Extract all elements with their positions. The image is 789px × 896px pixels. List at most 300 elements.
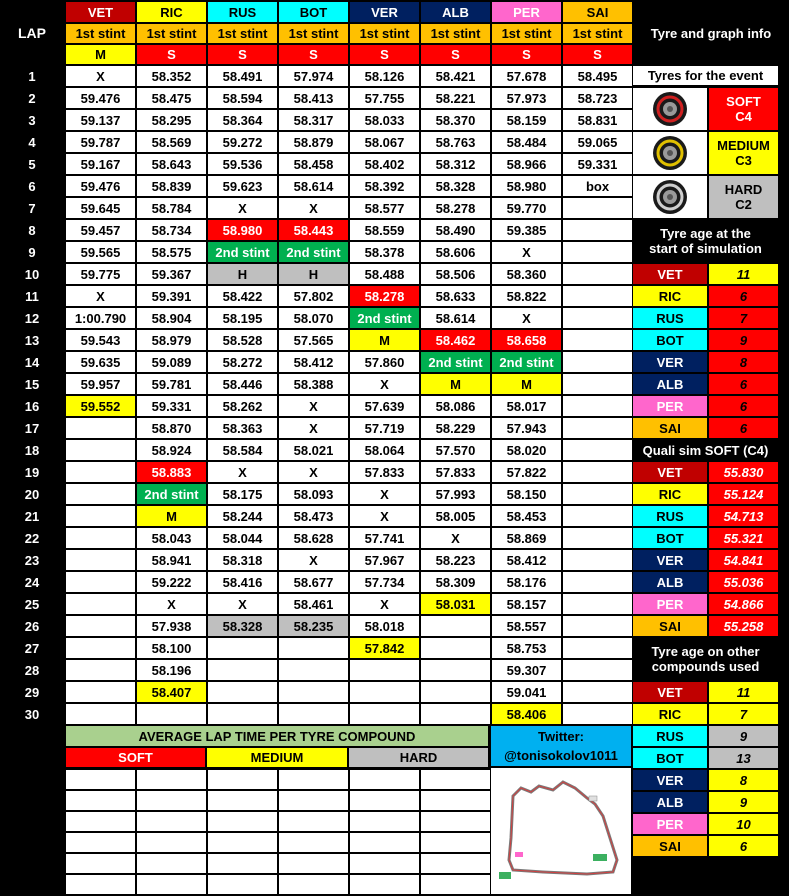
lap-number: 26 — [0, 616, 64, 636]
lap-time-cell — [66, 572, 135, 592]
tyre-code: C3 — [735, 153, 752, 168]
lap-time-cell — [563, 594, 632, 614]
lap-time-cell: 57.734 — [350, 572, 419, 592]
lap-time-cell: X — [66, 286, 135, 306]
lap-time-cell: 58.491 — [208, 66, 277, 86]
lap-time-cell — [66, 638, 135, 658]
lap-time-cell: 2nd stint — [492, 352, 561, 372]
average-medium-header: MEDIUM — [207, 748, 347, 767]
value-vet: 11 — [709, 682, 778, 702]
driver-tag-ric: RIC — [633, 704, 707, 724]
lap-time-cell — [350, 682, 419, 702]
value-ver: 8 — [709, 770, 778, 790]
lap-time-cell: 58.723 — [563, 88, 632, 108]
lap-number: 23 — [0, 550, 64, 570]
average-lap-time-cell — [279, 812, 348, 831]
average-soft-header: SOFT — [66, 748, 205, 767]
average-lap-time-cell — [279, 791, 348, 810]
lap-time-cell: 58.317 — [279, 110, 348, 130]
lap-time-cell — [421, 616, 490, 636]
lap-time-cell: 58.020 — [492, 440, 561, 460]
lap-time-cell: 58.196 — [137, 660, 206, 680]
lap-time-cell: 58.461 — [279, 594, 348, 614]
lap-time-cell: 58.086 — [421, 396, 490, 416]
lap-time-cell — [563, 352, 632, 372]
info-panel-title: Tyre and graph info — [650, 25, 772, 41]
lap-time-cell: 58.295 — [137, 110, 206, 130]
lap-time-cell: 58.677 — [279, 572, 348, 592]
lap-time-cell — [421, 682, 490, 702]
hard-tyre-icon — [633, 176, 707, 218]
lap-time-cell: 58.044 — [208, 528, 277, 548]
average-lap-time-cell — [350, 770, 419, 789]
driver-tag-alb: ALB — [633, 792, 707, 812]
average-lap-time-cell — [137, 854, 206, 873]
lap-time-cell: 59.065 — [563, 132, 632, 152]
value-ver: 8 — [709, 352, 778, 372]
lap-time-cell: X — [492, 242, 561, 262]
lap-time-cell: X — [279, 550, 348, 570]
lap-time-cell — [208, 660, 277, 680]
lap-time-cell: 57.943 — [492, 418, 561, 438]
lap-time-cell: 58.150 — [492, 484, 561, 504]
average-lap-time-title: AVERAGE LAP TIME PER TYRE COMPOUND — [66, 726, 488, 746]
tyre-label-medium — [709, 132, 778, 174]
lap-time-cell — [563, 264, 632, 284]
lap-time-cell: 58.043 — [137, 528, 206, 548]
lap-time-cell: 58.175 — [208, 484, 277, 504]
driver-tag-sai: SAI — [633, 418, 707, 438]
lap-time-cell: 58.328 — [421, 176, 490, 196]
value-per: 54.866 — [709, 594, 778, 614]
lap-time-cell — [563, 242, 632, 262]
lap-time-cell — [563, 550, 632, 570]
stint-label-per: 1st stint — [492, 24, 561, 43]
average-lap-time-cell — [350, 791, 419, 810]
lap-time-cell: 58.157 — [492, 594, 561, 614]
average-lap-time-cell — [137, 770, 206, 789]
lap-time-cell: X — [350, 374, 419, 394]
lap-time-cell: 58.421 — [421, 66, 490, 86]
tyres-for-event-header: Tyres for the event — [633, 66, 778, 85]
lap-time-cell: 58.446 — [208, 374, 277, 394]
lap-number: 13 — [0, 330, 64, 350]
other-compounds-header — [633, 638, 778, 680]
lap-number: 1 — [0, 66, 64, 86]
lap-time-cell: 59.536 — [208, 154, 277, 174]
lap-time-cell: 58.100 — [137, 638, 206, 658]
lap-time-cell — [66, 484, 135, 504]
lap-time-cell: 58.360 — [492, 264, 561, 284]
lap-time-cell: 59.041 — [492, 682, 561, 702]
lap-time-cell: 59.552 — [66, 396, 135, 416]
lap-time-cell — [137, 704, 206, 724]
lap-time-cell: 57.802 — [279, 286, 348, 306]
start-compound-per: S — [492, 45, 561, 64]
value-rus: 7 — [709, 308, 778, 328]
lap-time-cell — [563, 198, 632, 218]
driver-tag-vet: VET — [633, 682, 707, 702]
lap-time-cell: X — [421, 528, 490, 548]
value-per: 6 — [709, 396, 778, 416]
lap-time-cell: 59.770 — [492, 198, 561, 218]
lap-time-cell: 59.331 — [137, 396, 206, 416]
lap-number: 6 — [0, 176, 64, 196]
lap-number: 30 — [0, 704, 64, 724]
lap-time-cell — [563, 528, 632, 548]
lap-time-cell: 58.584 — [208, 440, 277, 460]
driver-tag-bot: BOT — [633, 330, 707, 350]
average-lap-time-cell — [208, 854, 277, 873]
lap-time-cell: X — [279, 396, 348, 416]
lap-time-cell: 58.244 — [208, 506, 277, 526]
driver-tag-ric: RIC — [633, 484, 707, 504]
lap-time-cell: 1:00.790 — [66, 308, 135, 328]
start-compound-rus: S — [208, 45, 277, 64]
lap-time-cell: 58.658 — [492, 330, 561, 350]
lap-time-cell: 58.883 — [137, 462, 206, 482]
lap-time-cell: 58.195 — [208, 308, 277, 328]
lap-time-cell: 58.557 — [492, 616, 561, 636]
lap-time-cell: 57.833 — [350, 462, 419, 482]
lap-time-cell: X — [492, 308, 561, 328]
driver-tag-sai: SAI — [633, 616, 707, 636]
driver-tag-ver: VER — [633, 550, 707, 570]
tyre-name: HARD — [724, 182, 763, 197]
average-lap-time-cell — [66, 833, 135, 852]
tyre-label-soft — [709, 88, 778, 130]
lap-time-cell — [563, 660, 632, 680]
lap-time-cell: 58.924 — [137, 440, 206, 460]
lap-time-cell: 58.458 — [279, 154, 348, 174]
lap-number: 4 — [0, 132, 64, 152]
driver-tag-vet: VET — [633, 264, 707, 284]
lap-time-cell: 58.822 — [492, 286, 561, 306]
lap-time-cell: 58.272 — [208, 352, 277, 372]
lap-time-cell: 58.328 — [208, 616, 277, 636]
value-bot: 9 — [709, 330, 778, 350]
lap-time-cell: 58.606 — [421, 242, 490, 262]
lap-time-cell: 59.457 — [66, 220, 135, 240]
lap-time-cell — [279, 660, 348, 680]
lap-time-cell — [563, 682, 632, 702]
lap-time-cell: 59.543 — [66, 330, 135, 350]
lap-time-cell — [208, 638, 277, 658]
lap-time-cell: 58.413 — [279, 88, 348, 108]
lap-time-cell: 58.879 — [279, 132, 348, 152]
lap-number: 19 — [0, 462, 64, 482]
lap-time-cell: X — [279, 462, 348, 482]
start-compound-vet: M — [66, 45, 135, 64]
lap-time-cell: 58.229 — [421, 418, 490, 438]
lap-time-cell: 59.391 — [137, 286, 206, 306]
lap-time-cell: 58.412 — [492, 550, 561, 570]
lap-time-cell: 2nd stint — [208, 242, 277, 262]
lap-time-cell — [563, 220, 632, 240]
lap-time-cell — [279, 638, 348, 658]
lap-time-cell: 58.941 — [137, 550, 206, 570]
lap-time-cell: M — [492, 374, 561, 394]
lap-number: 10 — [0, 264, 64, 284]
lap-time-cell: 58.021 — [279, 440, 348, 460]
lap-number: 25 — [0, 594, 64, 614]
driver-tag-per: PER — [633, 814, 707, 834]
lap-time-cell: 58.278 — [350, 286, 419, 306]
average-lap-time-cell — [421, 833, 490, 852]
lap-time-cell — [563, 704, 632, 724]
lap-time-cell: 58.262 — [208, 396, 277, 416]
driver-tag-alb: ALB — [633, 572, 707, 592]
average-lap-time-cell — [350, 833, 419, 852]
lap-time-cell — [563, 506, 632, 526]
value-ric: 55.124 — [709, 484, 778, 504]
lap-time-cell: 58.966 — [492, 154, 561, 174]
lap-time-cell: 58.159 — [492, 110, 561, 130]
lap-time-cell: 57.741 — [350, 528, 419, 548]
lap-time-cell: 59.787 — [66, 132, 135, 152]
lap-time-cell: X — [279, 418, 348, 438]
track-map-icon — [491, 768, 631, 894]
lap-time-cell: H — [279, 264, 348, 284]
average-lap-time-cell — [421, 791, 490, 810]
driver-tag-per: PER — [633, 594, 707, 614]
lap-time-cell: 57.842 — [350, 638, 419, 658]
lap-time-cell: 58.763 — [421, 132, 490, 152]
lap-time-cell: 57.565 — [279, 330, 348, 350]
driver-header-vet: VET — [66, 2, 135, 22]
start-compound-alb: S — [421, 45, 490, 64]
lap-time-cell: 58.904 — [137, 308, 206, 328]
average-lap-time-cell — [350, 854, 419, 873]
lap-time-cell: 58.473 — [279, 506, 348, 526]
lap-time-cell: 59.957 — [66, 374, 135, 394]
lap-time-cell — [279, 682, 348, 702]
lap-time-cell: 58.412 — [279, 352, 348, 372]
value-sai: 6 — [709, 836, 778, 856]
average-lap-time-cell — [137, 833, 206, 852]
tyre-age-start-header-line2: start of simulation — [649, 241, 762, 256]
lap-time-cell — [563, 330, 632, 350]
lap-time-cell: 59.167 — [66, 154, 135, 174]
value-alb: 6 — [709, 374, 778, 394]
lap-time-cell: X — [350, 484, 419, 504]
driver-tag-rus: RUS — [633, 308, 707, 328]
lap-time-cell: 58.363 — [208, 418, 277, 438]
lap-time-cell: 58.495 — [563, 66, 632, 86]
lap-time-cell: 58.528 — [208, 330, 277, 350]
lap-time-cell — [563, 308, 632, 328]
lap-time-cell: M — [421, 374, 490, 394]
lap-time-cell — [563, 638, 632, 658]
lap-number: 8 — [0, 220, 64, 240]
average-lap-time-cell — [137, 812, 206, 831]
average-lap-time-cell — [421, 770, 490, 789]
lap-time-cell: 57.938 — [137, 616, 206, 636]
start-compound-sai: S — [563, 45, 632, 64]
tyre-name: MEDIUM — [717, 138, 770, 153]
lap-time-cell: 58.392 — [350, 176, 419, 196]
lap-time-cell: 57.833 — [421, 462, 490, 482]
lap-time-cell: 59.775 — [66, 264, 135, 284]
lap-time-cell: 58.318 — [208, 550, 277, 570]
lap-number: 20 — [0, 484, 64, 504]
track-map — [491, 768, 631, 894]
lap-time-cell — [66, 506, 135, 526]
lap-time-cell: 58.223 — [421, 550, 490, 570]
lap-time-cell — [563, 440, 632, 460]
driver-tag-rus: RUS — [633, 726, 707, 746]
lap-time-cell — [279, 704, 348, 724]
lap-time-cell: 57.973 — [492, 88, 561, 108]
lap-time-cell: 58.406 — [492, 704, 561, 724]
lap-time-cell: 58.475 — [137, 88, 206, 108]
average-hard-header: HARD — [349, 748, 488, 767]
value-vet: 11 — [709, 264, 778, 284]
lap-time-cell: 58.506 — [421, 264, 490, 284]
lap-time-cell: 59.635 — [66, 352, 135, 372]
average-lap-time-cell — [279, 770, 348, 789]
lap-time-cell: 58.569 — [137, 132, 206, 152]
lap-time-cell — [66, 616, 135, 636]
lap-time-cell: 58.352 — [137, 66, 206, 86]
lap-time-cell: 57.755 — [350, 88, 419, 108]
lap-time-cell — [421, 660, 490, 680]
tyre-code: C2 — [735, 197, 752, 212]
lap-time-cell: 58.031 — [421, 594, 490, 614]
lap-time-cell: 58.443 — [279, 220, 348, 240]
lap-time-cell — [563, 484, 632, 504]
start-compound-ric: S — [137, 45, 206, 64]
lap-time-cell — [66, 550, 135, 570]
twitter-label: Twitter: — [538, 729, 584, 744]
average-lap-time-cell — [208, 812, 277, 831]
lap-time-cell — [563, 616, 632, 636]
lap-time-cell: 58.453 — [492, 506, 561, 526]
lap-number: 7 — [0, 198, 64, 218]
lap-time-cell: 2nd stint — [421, 352, 490, 372]
lap-time-cell — [350, 660, 419, 680]
lap-time-cell: M — [350, 330, 419, 350]
tyre-age-start-header — [633, 220, 778, 262]
twitter-handle[interactable]: @tonisokolov1011 — [504, 748, 618, 763]
lap-time-cell — [421, 638, 490, 658]
lap-column-header: LAP — [18, 24, 46, 41]
lap-time-cell — [208, 704, 277, 724]
lap-time-cell — [563, 286, 632, 306]
value-alb: 55.036 — [709, 572, 778, 592]
lap-number: 16 — [0, 396, 64, 416]
lap-time-cell: 57.822 — [492, 462, 561, 482]
lap-number: 15 — [0, 374, 64, 394]
driver-tag-ver: VER — [633, 770, 707, 790]
average-lap-time-cell — [350, 875, 419, 894]
average-lap-time-cell — [421, 812, 490, 831]
start-compound-ver: S — [350, 45, 419, 64]
lap-time-cell: 58.488 — [350, 264, 419, 284]
driver-tag-vet: VET — [633, 462, 707, 482]
lap-time-cell: 58.559 — [350, 220, 419, 240]
lap-number: 9 — [0, 242, 64, 262]
average-lap-time-cell — [137, 791, 206, 810]
lap-time-cell: 57.678 — [492, 66, 561, 86]
lap-time-cell: 58.364 — [208, 110, 277, 130]
lap-time-cell: 58.126 — [350, 66, 419, 86]
lap-time-cell: 59.222 — [137, 572, 206, 592]
value-ric: 7 — [709, 704, 778, 724]
lap-time-cell — [66, 528, 135, 548]
value-ric: 6 — [709, 286, 778, 306]
lap-time-cell: 58.402 — [350, 154, 419, 174]
lap-time-cell — [208, 682, 277, 702]
lap-number: 17 — [0, 418, 64, 438]
lap-time-cell: 2nd stint — [279, 242, 348, 262]
lap-number: 22 — [0, 528, 64, 548]
other-compounds-header-line2: compounds used — [651, 659, 760, 674]
lap-time-cell: X — [208, 594, 277, 614]
stint-label-alb: 1st stint — [421, 24, 490, 43]
lap-number: 21 — [0, 506, 64, 526]
stint-label-ver: 1st stint — [350, 24, 419, 43]
lap-time-cell: 58.614 — [421, 308, 490, 328]
lap-time-cell: 58.064 — [350, 440, 419, 460]
lap-number: 3 — [0, 110, 64, 130]
lap-time-cell: 58.577 — [350, 198, 419, 218]
lap-time-cell: 58.378 — [350, 242, 419, 262]
lap-time-cell: X — [137, 594, 206, 614]
lap-time-cell — [66, 462, 135, 482]
driver-header-ver: VER — [350, 2, 419, 22]
lap-time-cell — [563, 572, 632, 592]
average-lap-time-cell — [137, 875, 206, 894]
average-lap-time-cell — [66, 875, 135, 894]
lap-time-cell — [563, 462, 632, 482]
lap-time-cell: X — [350, 506, 419, 526]
tyre-label-hard — [709, 176, 778, 218]
driver-header-per: PER — [492, 2, 561, 22]
stint-label-vet: 1st stint — [66, 24, 135, 43]
average-lap-time-cell — [208, 770, 277, 789]
lap-time-cell: 57.570 — [421, 440, 490, 460]
lap-time-cell: 59.272 — [208, 132, 277, 152]
value-vet: 55.830 — [709, 462, 778, 482]
driver-header-rus: RUS — [208, 2, 277, 22]
average-lap-time-cell — [66, 770, 135, 789]
lap-time-cell: 57.974 — [279, 66, 348, 86]
lap-time-cell: M — [137, 506, 206, 526]
lap-time-cell: 58.484 — [492, 132, 561, 152]
tyre-code: C4 — [735, 109, 752, 124]
lap-time-cell — [66, 440, 135, 460]
lap-time-cell: 58.278 — [421, 198, 490, 218]
lap-number: 12 — [0, 308, 64, 328]
medium-tyre-icon — [633, 132, 707, 174]
other-compounds-header-line1: Tyre age on other — [651, 644, 760, 659]
value-bot: 13 — [709, 748, 778, 768]
lap-time-cell: 59.137 — [66, 110, 135, 130]
lap-time-cell: 58.594 — [208, 88, 277, 108]
lap-time-cell — [563, 396, 632, 416]
lap-time-cell: H — [208, 264, 277, 284]
lap-time-cell: 58.614 — [279, 176, 348, 196]
lap-time-cell: 58.235 — [279, 616, 348, 636]
lap-time-cell: 58.831 — [563, 110, 632, 130]
tyre-age-start-header-line1: Tyre age at the — [660, 226, 751, 241]
lap-time-cell: 58.575 — [137, 242, 206, 262]
lap-time-cell: 58.870 — [137, 418, 206, 438]
tyre-icon-box — [633, 88, 707, 130]
lap-number: 5 — [0, 154, 64, 174]
lap-time-cell — [66, 704, 135, 724]
